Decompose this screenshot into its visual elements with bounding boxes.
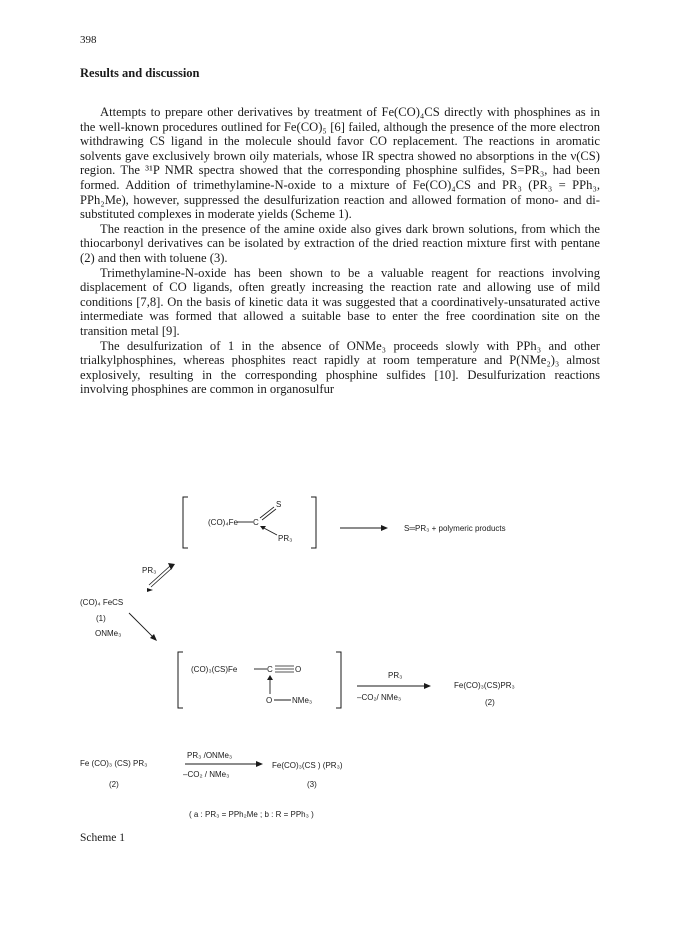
scheme-legend: ( a : PR₃ = PPh₂Me ; b : R = PPh₃ ): [189, 810, 314, 819]
product-2: Fe(CO)₃(CS)PR₃: [454, 681, 515, 690]
paragraph-3: Trimethylamine-N-oxide has been shown to be a valuable reagent for reactions involving displacement of CO ligands, often greatly increasing the reaction rate and allowing use of mild conditions [7,8]. On the basis of kinetic data it was suggested that a coordinatively-unsaturated active intermediate was formed that allowed a suitable base to enter the free coordination site on the transition metal [9].: [80, 265, 600, 338]
bottom-reaction: [80, 751, 343, 789]
middle-nme3: NMe₃: [292, 696, 313, 705]
top-intermediate: [183, 497, 316, 548]
bottom-arrow-reagent: PR₃ /ONMe₃: [187, 751, 233, 760]
scheme-caption: Scheme 1: [80, 832, 126, 844]
body-text: [80, 105, 600, 397]
paragraph-4: The desulfurization of 1 in the absence of ONMe₃ proceeds slowly with PPh₃ and other trialkylphosphines, whereas phosphites react rapidly at room temperature and P(NMe₂)₃ almost explosively, resulting in the corresponding phosphine sulfides [10]. Desulfurization reactions involving phosphines are common in organosulfur: [80, 338, 600, 397]
product-3: Fe(CO)₃(CS ) (PR₃): [272, 761, 343, 770]
product-2-label: (2): [485, 698, 495, 707]
middle-arrow: [357, 671, 431, 702]
middle-fe-fragment: (CO)₃(CS)Fe: [191, 665, 238, 674]
middle-c-atom: C: [267, 665, 273, 674]
top-products: S═PR₃ + polymeric products: [404, 524, 506, 533]
bottom-arrow-byproduct: –CO₂ / NMe₃: [183, 770, 230, 779]
section-heading: Results and discussion: [80, 66, 200, 80]
start-compound-label: (1): [96, 614, 106, 623]
paragraph-1: Attempts to prepare other derivatives by treatment of Fe(CO)₄CS directly with phosphines as in the well-known procedures outlined for Fe(CO)₅ [6] failed, although the presence of the more electron withdrawing CS ligand in the molecule should favor CO replacement. The reactions in aromatic solvents gave exclusively brown oily materials, whose IR spectra showed no absorptions in the ν(CS) region. The ³¹P NMR spectra showed that the corresponding phosphine sulfides, S=PR₃, had been formed. Addition of trimethylamine-N-oxide to a mixture of Fe(CO)₄CS and PR₃ (PR₃ = PPh₃, PPh₂Me), however, suppressed the desulfurization reaction and allowed formation of mono- and di-substituted complexes in moderate yields (Scheme 1).: [80, 105, 600, 222]
top-pr3-ligand: PR₃: [278, 534, 293, 543]
middle-o-atom: O: [295, 665, 302, 674]
top-arrow: [340, 525, 388, 531]
product-3-label: (3): [307, 780, 317, 789]
left-pr3-label: PR₃: [142, 566, 157, 575]
middle-o-nitrogen-oxide: O: [266, 696, 273, 705]
top-s-atom: S: [276, 500, 282, 509]
top-fe-fragment: (CO)₄Fe: [208, 518, 238, 527]
page-number: 398: [80, 34, 97, 46]
paragraph-2: The reaction in the presence of the amine oxide also gives dark brown solutions, from which the thiocarbonyl derivatives can be isolated by extraction of the dried reaction mixture first with pentane (2) and then with toluene (3).: [80, 221, 600, 265]
middle-arrow-reagent: PR₃: [388, 671, 403, 680]
start-compound: (CO)₄ FeCS: [80, 598, 124, 607]
middle-arrow-byproduct: –CO₂/ NMe₃: [357, 693, 402, 702]
left-branch: [80, 563, 175, 641]
reaction-scheme: [0, 470, 680, 870]
middle-intermediate: [178, 652, 341, 708]
bottom-start-compound: Fe (CO)₃ (CS) PR₃: [80, 759, 148, 768]
left-onme3-label: ONMe₃: [95, 629, 122, 638]
top-c-atom: C: [253, 518, 259, 527]
bottom-start-label: (2): [109, 780, 119, 789]
